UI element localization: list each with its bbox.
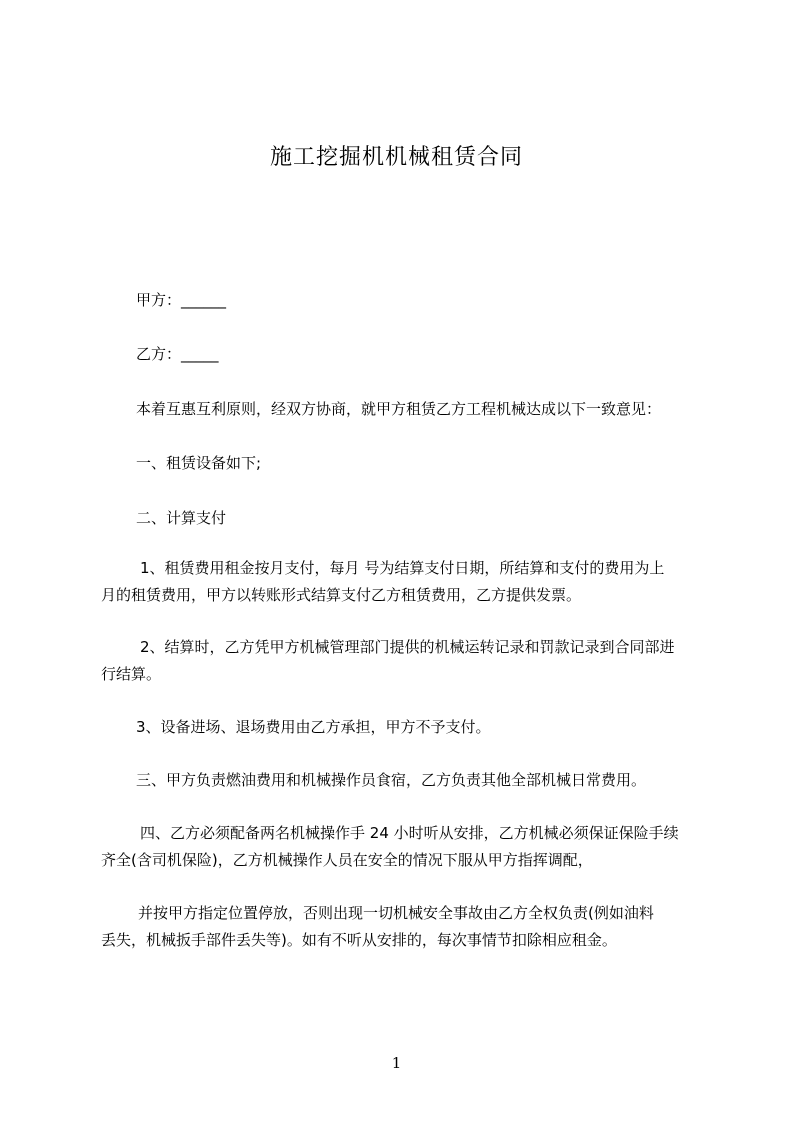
section-1-heading: 一、租赁设备如下; xyxy=(136,454,262,472)
section-4b-line-2: 丢失，机械扳手部件丢失等)。如有不听从安排的，每次事情节扣除相应租金。 xyxy=(101,931,617,949)
clause-2-2-line-2: 行结算。 xyxy=(101,665,162,683)
section-2-heading: 二、计算支付 xyxy=(136,509,227,527)
section-3-paragraph: 三、甲方负责燃油费用和机械操作员食宿，乙方负责其他全部机械日常费用。 xyxy=(136,771,647,789)
section-4-line-2: 齐全(含司机保险)，乙方机械操作人员在安全的情况下服从甲方指挥调配， xyxy=(101,851,593,869)
clause-2-1-line-2: 月的租赁费用，甲方以转账形式结算支付乙方租赁费用，乙方提供发票。 xyxy=(101,586,582,604)
clause-2-1-line-1: 1、租赁费用租金按月支付，每月 号为结算支付日期，所结算和支付的费用为上 xyxy=(140,559,665,577)
page-number: 1 xyxy=(391,1054,402,1072)
clause-2-3: 3、设备进场、退场费用由乙方承担，甲方不予支付。 xyxy=(136,718,491,736)
section-4b-line-1: 并按甲方指定位置停放，否则出现一切机械安全事故由乙方全权负责(例如油料 xyxy=(138,904,654,922)
clause-2-2-line-1: 2、结算时，乙方凭甲方机械管理部门提供的机械运转记录和罚款记录到合同部进 xyxy=(140,638,675,656)
party-a-line: 甲方：______ xyxy=(136,291,227,309)
party-b-line: 乙方：_____ xyxy=(136,345,219,363)
section-4-line-1: 四、乙方必须配备两名机械操作手 24 小时听从安排，乙方机械必须保证保险手续 xyxy=(140,824,679,842)
contract-title: 施工挖掘机机械租赁合同 xyxy=(269,145,523,170)
intro-paragraph: 本着互惠互利原则，经双方协商，就甲方租赁乙方工程机械达成以下一致意见： xyxy=(136,400,662,418)
